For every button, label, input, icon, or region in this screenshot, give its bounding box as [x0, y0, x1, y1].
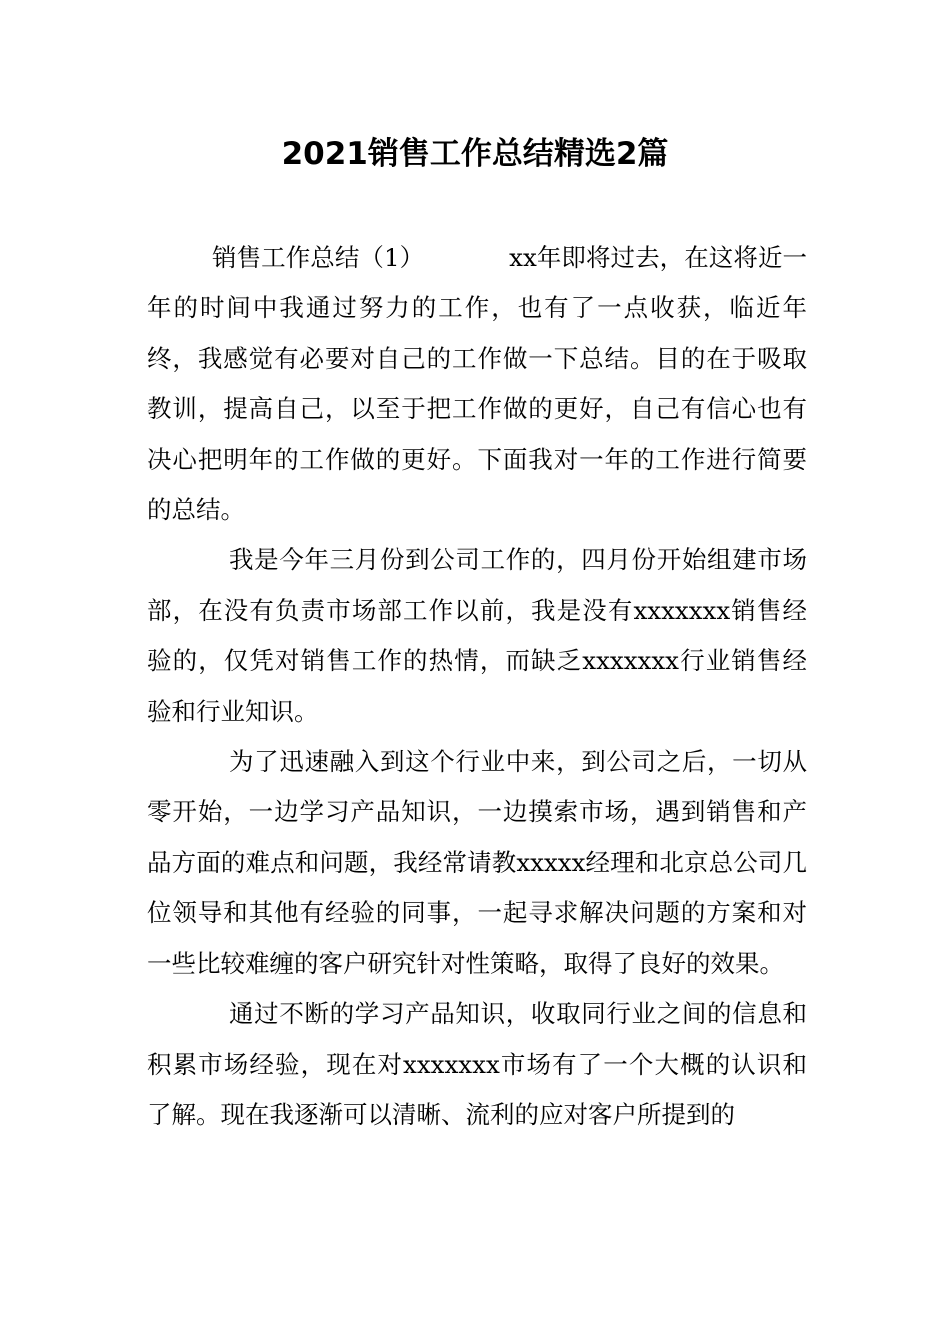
- paragraph-4: 通过不断的学习产品知识，收取同行业之间的信息和积累市场经验，现在对xxxxxxx市场有了一个大概的认识和了解。现在我逐渐可以清晰、流利的应对客户所提到的: [147, 999, 807, 1129]
- section-heading: 销售工作总结（1）: [212, 243, 425, 272]
- paragraph-2: 我是今年三月份到公司工作的，四月份开始组建市场部，在没有负责市场部工作以前，我是没有xxxxxxx销售经验的，仅凭对销售工作的热情，而缺乏xxxxxxx行业销售经验和行业知识。: [147, 545, 807, 726]
- paragraph-1: [147, 233, 807, 535]
- paragraph-3: 为了迅速融入到这个行业中来，到公司之后，一切从零开始，一边学习产品知识，一边摸索市场，遇到销售和产品方面的难点和问题，我经常请教xxxxx经理和北京总公司几位领导和其他有经验的同事，一起寻求解决问题的方案和对一些比较难缠的客户研究针对性策略，取得了良好的效果。: [147, 747, 807, 978]
- document-body: [147, 233, 807, 1140]
- paragraph-1-text: xx年即将过去，在这将近一年的时间中我通过努力的工作，也有了一点收获，临近年终，我感觉有必要对自己的工作做一下总结。目的在于吸取教训，提高自己，以至于把工作做的更好，自己有信心也有决心把明年的工作做的更好。下面我对一年的工作进行简要的总结。: [147, 243, 808, 525]
- document-title: 2021销售工作总结精选2篇: [281, 136, 669, 172]
